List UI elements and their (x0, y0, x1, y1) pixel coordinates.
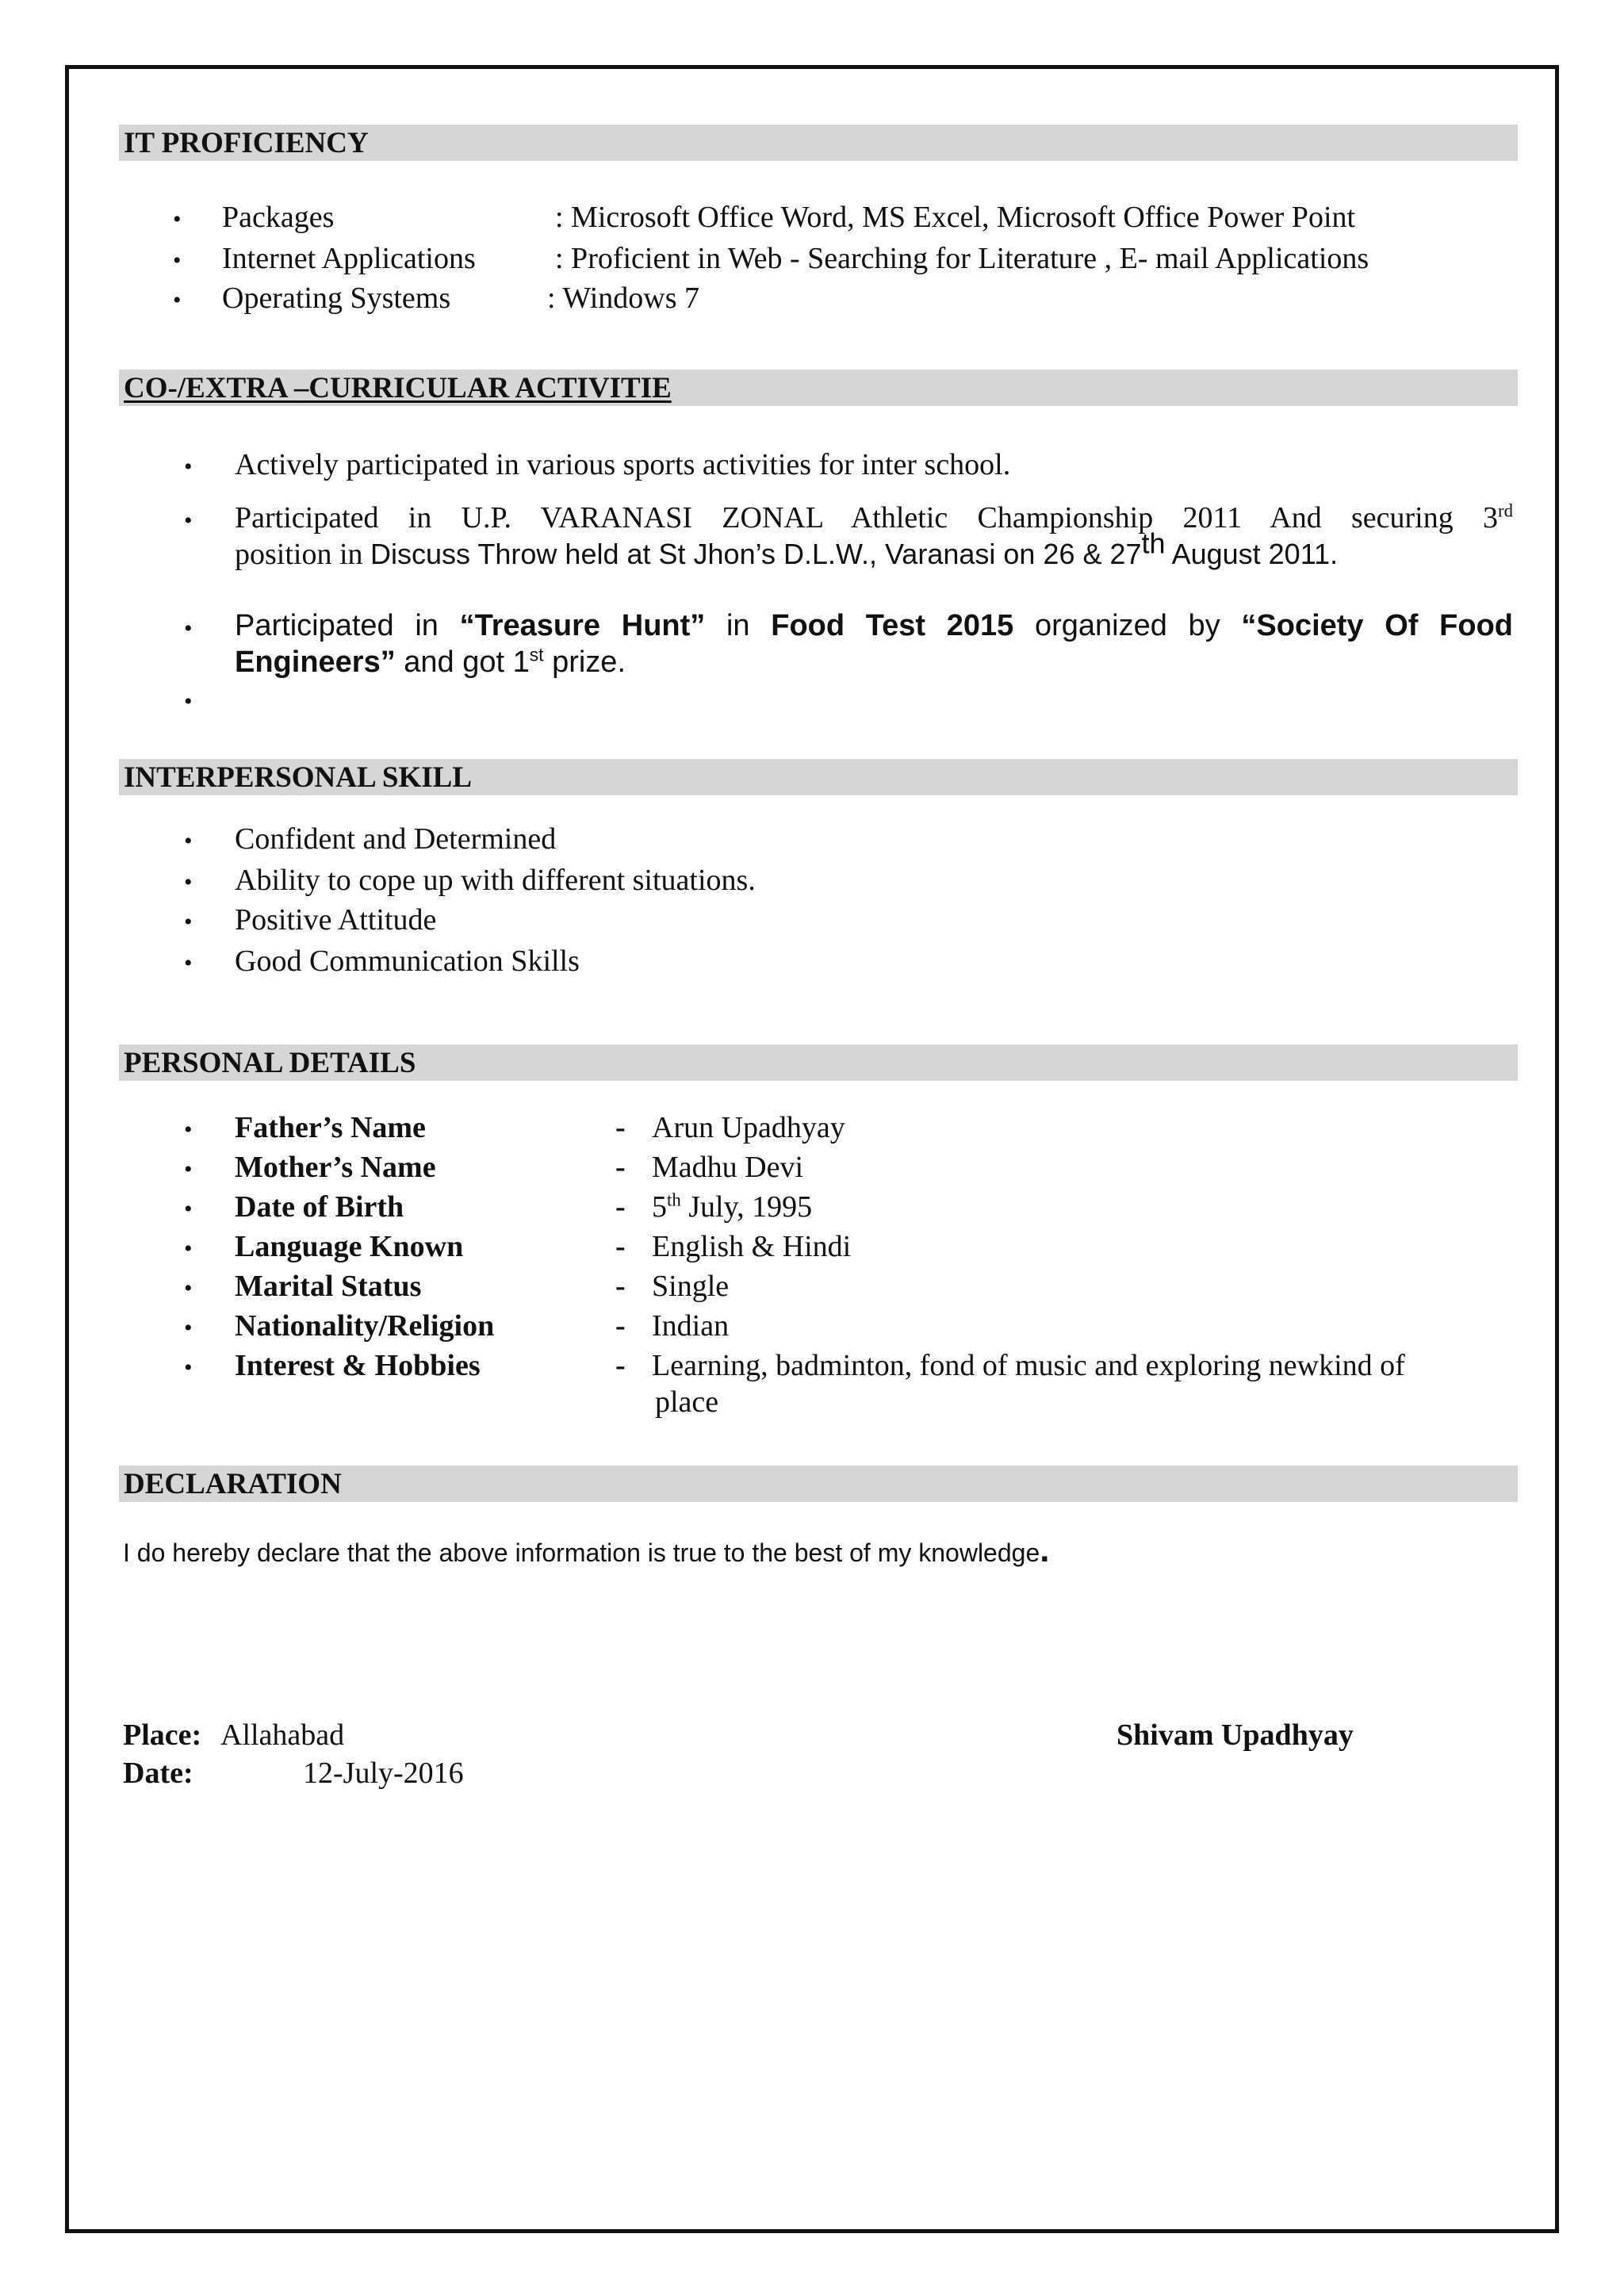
personal-label-nationality: Nationality/Religion (235, 1309, 495, 1343)
it-value-internet: : Proficient in Web - Searching for Literature , E- mail Applications (555, 242, 1369, 275)
bullet: • (184, 1315, 193, 1341)
bullet: • (184, 615, 193, 642)
personal-label-hobbies: Interest & Hobbies (235, 1349, 481, 1382)
bullet: • (184, 508, 193, 534)
bullet: • (184, 950, 193, 976)
it-value-os: : Windows 7 (547, 282, 700, 315)
personal-label-marital: Marital Status (235, 1270, 422, 1303)
it-label-packages: Packages (222, 201, 335, 234)
skill-item: Confident and Determined (235, 822, 557, 856)
bullet-empty: • (184, 688, 193, 715)
personal-value-mother: Madhu Devi (652, 1151, 804, 1184)
bullet: • (184, 1275, 193, 1301)
section-heading-activities: CO-/EXTRA –CURRICULAR ACTIVITIE (119, 370, 1518, 406)
skill-item: Ability to cope up with different situations. (235, 864, 756, 897)
bullet: • (184, 828, 193, 854)
section-heading-declaration: DECLARATION (119, 1466, 1518, 1502)
bullet: • (184, 1236, 193, 1262)
personal-label-dob: Date of Birth (235, 1190, 404, 1224)
personal-value-marital: Single (652, 1270, 730, 1303)
personal-dash: - (615, 1190, 626, 1224)
personal-dash: - (615, 1270, 626, 1303)
personal-dash: - (615, 1111, 626, 1144)
place-value: Allahabad (220, 1718, 345, 1752)
personal-value-dob: 5th July, 1995 (652, 1190, 813, 1224)
activity-item-sports: Actively participated in various sports activities for inter school. (235, 448, 1011, 481)
personal-label-language: Language Known (235, 1230, 464, 1263)
personal-value-hobbies-cont: place (655, 1385, 719, 1419)
activity-item-athletic: Participated in U.P. VARANASI ZONAL Athletic Championship 2011 And securing 3rd position in Discuss Throw held at St Jhon’s D.L.W., Varanasi on 26 & 27th August 2011. (235, 500, 1513, 571)
signature-name: Shivam Upadhyay (1116, 1718, 1354, 1752)
bullet: • (184, 1156, 193, 1182)
skill-item: Positive Attitude (235, 903, 437, 937)
it-label-os: Operating Systems (222, 282, 451, 315)
bullet: • (184, 1196, 193, 1222)
skill-item: Good Communication Skills (235, 944, 580, 978)
personal-label-father: Father’s Name (235, 1111, 426, 1144)
section-heading-skills: INTERPERSONAL SKILL (119, 759, 1518, 795)
personal-dash: - (615, 1309, 626, 1343)
bullet: • (184, 454, 193, 480)
bullet: • (173, 206, 182, 232)
personal-value-hobbies: Learning, badminton, fond of music and exploring newkind of (652, 1349, 1405, 1382)
bullet: • (173, 247, 182, 274)
it-label-internet: Internet Applications (222, 242, 476, 275)
personal-dash: - (615, 1230, 626, 1263)
personal-value-nationality: Indian (652, 1309, 730, 1343)
personal-dash: - (615, 1349, 626, 1382)
date-label: Date: (123, 1757, 193, 1790)
section-heading-personal: PERSONAL DETAILS (119, 1044, 1518, 1081)
bullet: • (184, 909, 193, 935)
it-value-packages: : Microsoft Office Word, MS Excel, Microsoft Office Power Point (555, 201, 1356, 234)
personal-dash: - (615, 1151, 626, 1184)
personal-value-language: English & Hindi (652, 1230, 852, 1263)
bullet: • (184, 1117, 193, 1143)
bullet: • (184, 1354, 193, 1381)
bullet: • (173, 287, 182, 313)
date-value: 12-July-2016 (303, 1757, 464, 1790)
personal-label-mother: Mother’s Name (235, 1151, 436, 1184)
declaration-text: I do hereby declare that the above information is true to the best of my knowledge. (123, 1531, 1050, 1569)
personal-value-father: Arun Upadhyay (652, 1111, 845, 1144)
section-heading-it: IT PROFICIENCY (119, 125, 1518, 161)
place-label: Place: (123, 1718, 202, 1752)
activity-item-treasure-hunt: Participated in “Treasure Hunt” in Food Test 2015 organized by “Society Of Food Engineers” and got 1st prize. (235, 609, 1513, 679)
bullet: • (184, 869, 193, 895)
